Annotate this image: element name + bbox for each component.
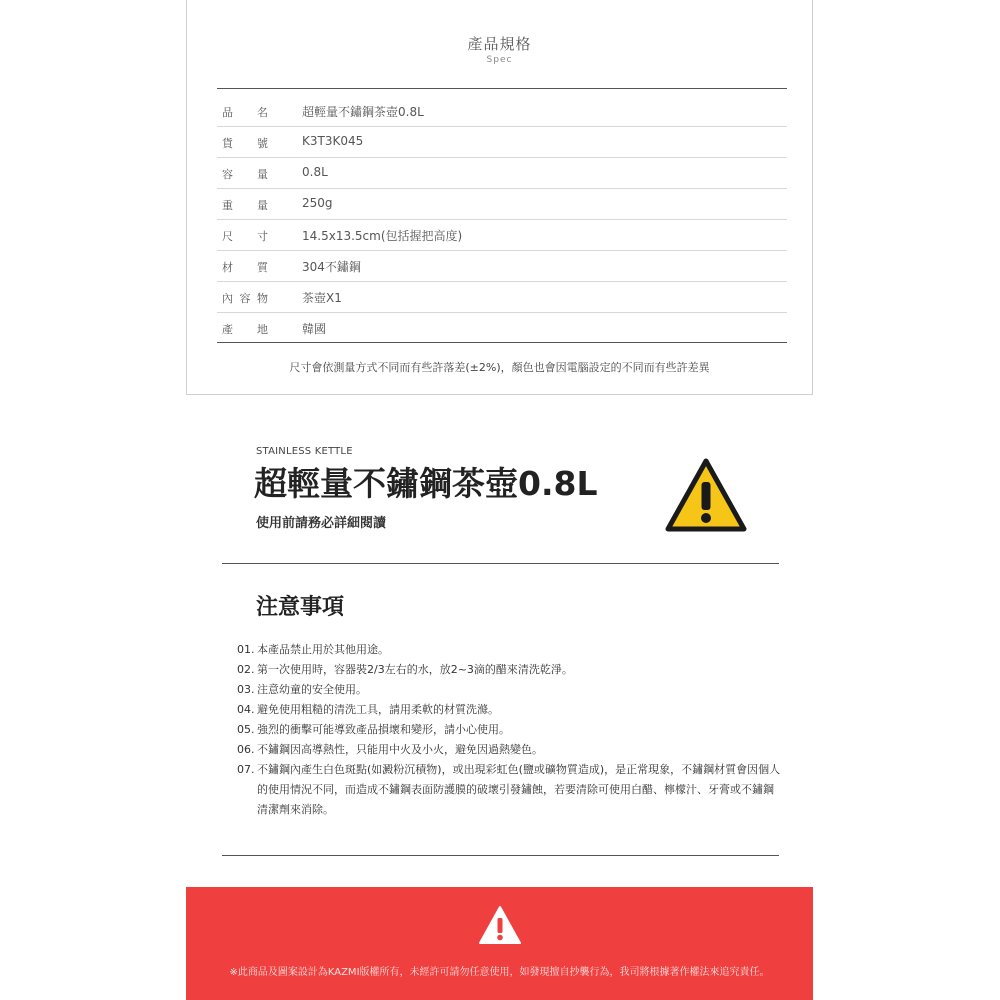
spec-row-sku <box>217 127 787 158</box>
note-text: 注意幼童的安全使用。 <box>257 683 367 696</box>
note-number: 01. <box>237 643 255 656</box>
spec-label: 產地 <box>222 323 268 336</box>
spec-value: K3T3K045 <box>302 134 364 148</box>
note-text: 不鏽鋼內產生白色斑點(如澱粉沉積物)，或出現彩虹色(鹽或礦物質造成)，是正常現象，不鏽鋼材質會因個人的使用情況不同，而造成不鏽鋼表面防護膜的破壞引發鏽蝕，若要清除可使用白醋、檸檬汁、牙膏或不鏽鋼清潔劑來消除。 <box>257 763 781 816</box>
spec-value: 250g <box>302 196 333 210</box>
note-number: 06. <box>237 743 255 756</box>
header-subtitle: 使用前請務必詳細閱讀 <box>256 516 387 531</box>
notes-title: 注意事項 <box>256 595 345 620</box>
header-title: 超輕量不鏽鋼茶壺0.8L <box>254 464 598 503</box>
list-item <box>237 700 782 720</box>
note-text: 不鏽鋼因高導熱性，只能用中火及小火，避免因過熱變色。 <box>257 743 543 756</box>
spec-title: 產品規格 <box>467 35 532 53</box>
list-item <box>237 640 782 660</box>
note-number: 03. <box>237 683 255 696</box>
list-item <box>237 720 782 740</box>
spec-top-rule <box>217 88 787 89</box>
spec-row-material <box>217 251 787 282</box>
list-item <box>237 660 782 680</box>
spec-row-contents <box>217 282 787 313</box>
spec-note: 尺寸會依測量方式不同而有些許落差(±2%)，顏色也會因電腦設定的不同而有些許差異 <box>289 361 710 374</box>
note-text: 本產品禁止用於其他用途。 <box>257 643 389 656</box>
note-text: 強烈的衝擊可能導致產品損壞和變形，請小心使用。 <box>257 723 510 736</box>
spec-label: 重量 <box>222 199 268 212</box>
spec-row-size <box>217 220 787 251</box>
note-text: 避免使用粗糙的清洗工具，請用柔軟的材質洗滌。 <box>257 703 499 716</box>
spec-table <box>217 96 787 343</box>
spec-bottom-rule <box>217 342 787 343</box>
spec-row-origin <box>217 313 787 343</box>
list-item <box>237 740 782 760</box>
spec-label: 內容物 <box>222 292 268 305</box>
spec-label: 貨號 <box>222 137 268 150</box>
notes-list <box>237 640 782 820</box>
note-number: 04. <box>237 703 255 716</box>
warning-triangle-icon <box>665 458 747 532</box>
spec-label: 品名 <box>222 106 268 119</box>
spec-panel <box>186 0 813 395</box>
note-number: 07. <box>237 763 255 776</box>
note-text: 第一次使用時，容器裝2/3左右的水，放2~3滴的醋來清洗乾淨。 <box>257 663 573 676</box>
note-number: 05. <box>237 723 255 736</box>
spec-value: 0.8L <box>302 165 328 179</box>
spec-value: 茶壺X1 <box>302 291 342 305</box>
spec-label: 尺寸 <box>222 230 268 243</box>
spec-row-weight <box>217 189 787 220</box>
spec-value: 14.5x13.5cm(包括握把高度) <box>302 229 463 243</box>
section-divider-top <box>222 563 779 564</box>
copyright-text: ※此商品及圖案設計為KAZMI版權所有，未經許可請勿任意使用，如發現擅自抄襲行為，我司將根據著作權法來追究責任。 <box>229 967 770 978</box>
note-number: 02. <box>237 663 255 676</box>
spec-value: 韓國 <box>302 322 327 336</box>
copyright-footer <box>186 887 813 1000</box>
spec-subtitle: Spec <box>486 55 513 65</box>
list-item <box>237 680 782 700</box>
footer-warning-icon <box>478 905 522 945</box>
section-divider-bottom <box>222 855 779 856</box>
spec-row-name <box>217 96 787 127</box>
list-item <box>237 760 782 820</box>
spec-label: 材質 <box>222 261 268 274</box>
spec-row-capacity <box>217 158 787 189</box>
header-eyebrow: STAINLESS KETTLE <box>256 446 353 457</box>
spec-value: 304不鏽鋼 <box>302 260 361 274</box>
spec-value: 超輕量不鏽鋼茶壺0.8L <box>302 105 424 119</box>
spec-label: 容量 <box>222 168 268 181</box>
